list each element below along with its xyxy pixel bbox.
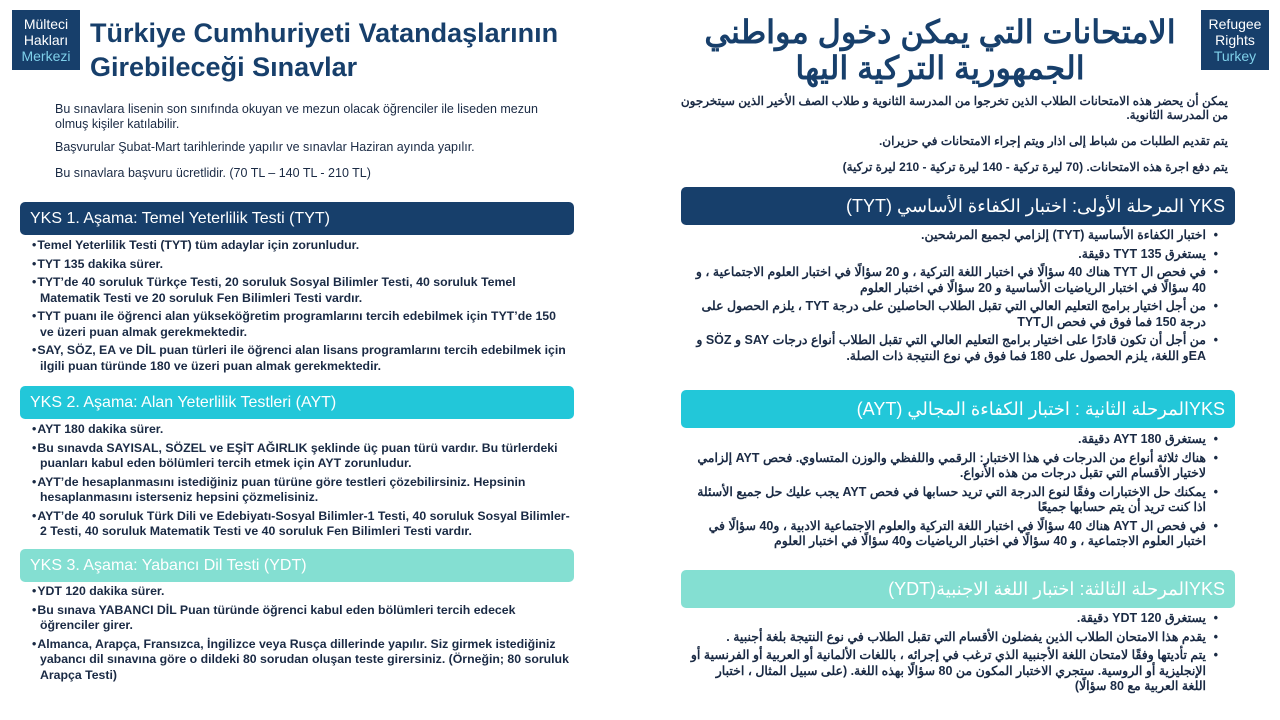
section-header-ydt: YKS 3. Aşama: Yabancı Dil Testi (YDT) bbox=[20, 549, 574, 582]
list-item: • AYT 180 dakika sürer. bbox=[30, 422, 570, 438]
tyt-list-ar bbox=[690, 228, 1218, 367]
section-header-tyt-ar: YKS المرحلة الأولى: اختبار الكفاءة الأساسي (TYT) bbox=[681, 187, 1235, 225]
ayt-list-ar bbox=[690, 432, 1218, 553]
logo-multeci-haklari bbox=[12, 10, 80, 70]
page-title-turkish: Türkiye Cumhuriyeti Vatandaşlarının Girebileceği Sınavlar bbox=[90, 18, 559, 82]
list-item: • في فحص ال TYT هناك 40 سؤالًا في اختبار اللغة التركية ، و 20 سؤالًا في اختبار العلوم الاجتماعية ، و 40 سؤالًا في اختبار الرياضيات الأساسية و 20 سؤالًا في اختبار العلوم bbox=[690, 265, 1218, 296]
section-header-ydt-ar: YKSالمرحلة الثالثة: اختبار اللغة الاجنبية(YDT) bbox=[681, 570, 1235, 608]
logo-line: Merkezi bbox=[21, 48, 71, 64]
ayt-list bbox=[30, 422, 570, 543]
section-header-tyt: YKS 1. Aşama: Temel Yeterlilik Testi (TYT) bbox=[20, 202, 574, 235]
logo-line: Hakları bbox=[23, 32, 69, 48]
logo-line: Turkey bbox=[1213, 48, 1257, 64]
list-item: • Almanca, Arapça, Fransızca, İngilizce veya Rusça dillerinde yapılır. Siz girmek istediğiniz yabancı dil sınavına göre o dildeki 80 sorudan oluşan teste girersiniz. (Örneğin; 80 soruluk Arapça Testi) bbox=[30, 637, 570, 684]
list-item: • في فحص ال AYT هناك 40 سؤالًا في اختبار اللغة التركية والعلوم الاجتماعية الادبية ، و40 سؤالًا في اختبار العلوم الاجتماعية ، و 40 سؤالًا في اختبار الرياضيات و40 سؤالًا في اختبار العلوم bbox=[690, 519, 1218, 550]
list-item: • TYT 135 dakika sürer. bbox=[30, 257, 570, 273]
list-item: • يتم تأديتها وفقًا لامتحان اللغة الأجنبية الذي ترغب في إجرائه ، باللغات الألمانية أو العربية أو الفرنسية أو الإنجليزية أو الروسية. ستجري الاختبار المكون من 80 سؤالًا بهذه اللغة. (على سبيل المثال ، اختبار اللغة العربية مع 80 سؤالًا) bbox=[690, 648, 1218, 695]
list-item: • من أجل أن تكون قادرًا على اختيار برامج التعليم العالي التي تقبل الطلاب أنواع درجات SAY و SÖZ و EAو اللغة، يلزم الحصول على 180 فما فوق في نوع النتيجة ذات الصلة. bbox=[690, 333, 1218, 364]
list-item: • يمكنك حل الاختبارات وفقًا لنوع الدرجة التي تريد حسابها في فحص AYT يجب عليك حل جميع الأسئلة اذا كنت تريد أن يتم حسابها جميعًا bbox=[690, 485, 1218, 516]
logo-line: Refugee bbox=[1208, 16, 1262, 32]
list-item: • AYT’de 40 soruluk Türk Dili ve Edebiyatı-Sosyal Bilimler-1 Testi, 40 soruluk Sosyal Bilimler-2 Testi, 40 soruluk Matematik Testi ve 40 soruluk Fen Bilimleri Testi vardır. bbox=[30, 509, 570, 540]
logo-refugee-rights bbox=[1201, 10, 1269, 70]
intro-paragraph: Bu sınavlara lisenin son sınıfında okuyan ve mezun olacak öğrenciler ile liseden mezun olmuş kişiler katılabilir. bbox=[55, 102, 538, 131]
list-item: • يستغرق TYT 135 دقيقة. bbox=[690, 247, 1218, 263]
logo-line: Rights bbox=[1215, 32, 1255, 48]
list-item: • Temel Yeterlilik Testi (TYT) tüm adaylar için zorunludur. bbox=[30, 238, 570, 254]
page-title-arabic: الامتحانات التي يمكن دخول مواطني الجمهورية التركية اليها bbox=[704, 14, 1176, 86]
logo-line: Mülteci bbox=[23, 16, 69, 32]
intro-paragraph: Başvurular Şubat-Mart tarihlerinde yapılır ve sınavlar Haziran ayında yapılır. bbox=[55, 140, 475, 154]
intro-paragraph-ar: يمكن أن يحضر هذه الامتحانات الطلاب الذين تخرجوا من المدرسة الثانوية و طلاب الصف الأخير الذين سيتخرجون من المدرسة الثانوية. bbox=[680, 94, 1228, 122]
section-header-ayt-ar: YKSالمرحلة الثانية : اختبار الكفاءة المجالي (AYT) bbox=[681, 390, 1235, 428]
list-item: • AYT’de hesaplanmasını istediğiniz puan türüne göre testleri çözebilirsiniz. Hepsinin hesaplanmasını isterseniz hepsini çözmelisiniz. bbox=[30, 475, 570, 506]
list-item: • TYT puanı ile öğrenci alan yükseköğretim programlarını tercih edebilmek için TYT’de 150 ve üzeri puan almak gerekmektedir. bbox=[30, 309, 570, 340]
intro-paragraph-ar: يتم دفع اجرة هذه الامتحانات. (70 ليرة تركية - 140 ليرة تركية - 210 ليرة تركية) bbox=[842, 160, 1228, 174]
list-item: • من أجل اختيار برامج التعليم العالي التي تقبل الطلاب الحاصلين على درجة TYT ، يلزم الحصول على درجة 150 فما فوق في فحص الTYT bbox=[690, 299, 1218, 330]
list-item: • يقدم هذا الامتحان الطلاب الذين يفضلون الأقسام التي تقبل الطلاب في نوع النتيجة بلغة أجنبية . bbox=[690, 630, 1218, 646]
intro-paragraph-ar: يتم تقديم الطلبات من شباط إلى اذار ويتم إجراء الامتحانات في حزيران. bbox=[878, 134, 1228, 148]
list-item: • هناك ثلاثة أنواع من الدرجات في هذا الاختبار: الرقمي واللفظي والوزن المتساوي. فحص AYT إلزامي لاختيار الأقسام التي تقبل درجات من هذه الأنواع. bbox=[690, 451, 1218, 482]
list-item: • Bu sınavda SAYISAL, SÖZEL ve EŞİT AĞIRLIK şeklinde üç puan türü vardır. Bu türlerdeki puanları kabul eden bölümleri tercih etmek için AYT zorunludur. bbox=[30, 441, 570, 472]
list-item: • SAY, SÖZ, EA ve DİL puan türleri ile öğrenci alan lisans programlarını tercih edebilmek için ilgili puan türünde 180 ve üzeri puan almak gerekmektedir. bbox=[30, 343, 570, 374]
ydt-list-ar bbox=[690, 611, 1218, 698]
ydt-list bbox=[30, 584, 570, 686]
list-item: • YDT 120 dakika sürer. bbox=[30, 584, 570, 600]
list-item: • Bu sınava YABANCI DİL Puan türünde öğrenci kabul eden bölümleri tercih edecek öğrenciler girer. bbox=[30, 603, 570, 634]
list-item: • يستغرق YDT 120 دقيقة. bbox=[690, 611, 1218, 627]
list-item: • اختبار الكفاءة الأساسية (TYT) إلزامي لجميع المرشحين. bbox=[690, 228, 1218, 244]
list-item: • TYT’de 40 soruluk Türkçe Testi, 20 soruluk Sosyal Bilimler Testi, 40 soruluk Temel Matematik Testi ve 20 soruluk Fen Bilimleri Testi vardır. bbox=[30, 275, 570, 306]
section-header-ayt: YKS 2. Aşama: Alan Yeterlilik Testleri (AYT) bbox=[20, 386, 574, 419]
tyt-list bbox=[30, 238, 570, 377]
list-item: • يستغرق AYT 180 دقيقة. bbox=[690, 432, 1218, 448]
intro-paragraph: Bu sınavlara başvuru ücretlidir. (70 TL – 140 TL - 210 TL) bbox=[55, 166, 371, 180]
